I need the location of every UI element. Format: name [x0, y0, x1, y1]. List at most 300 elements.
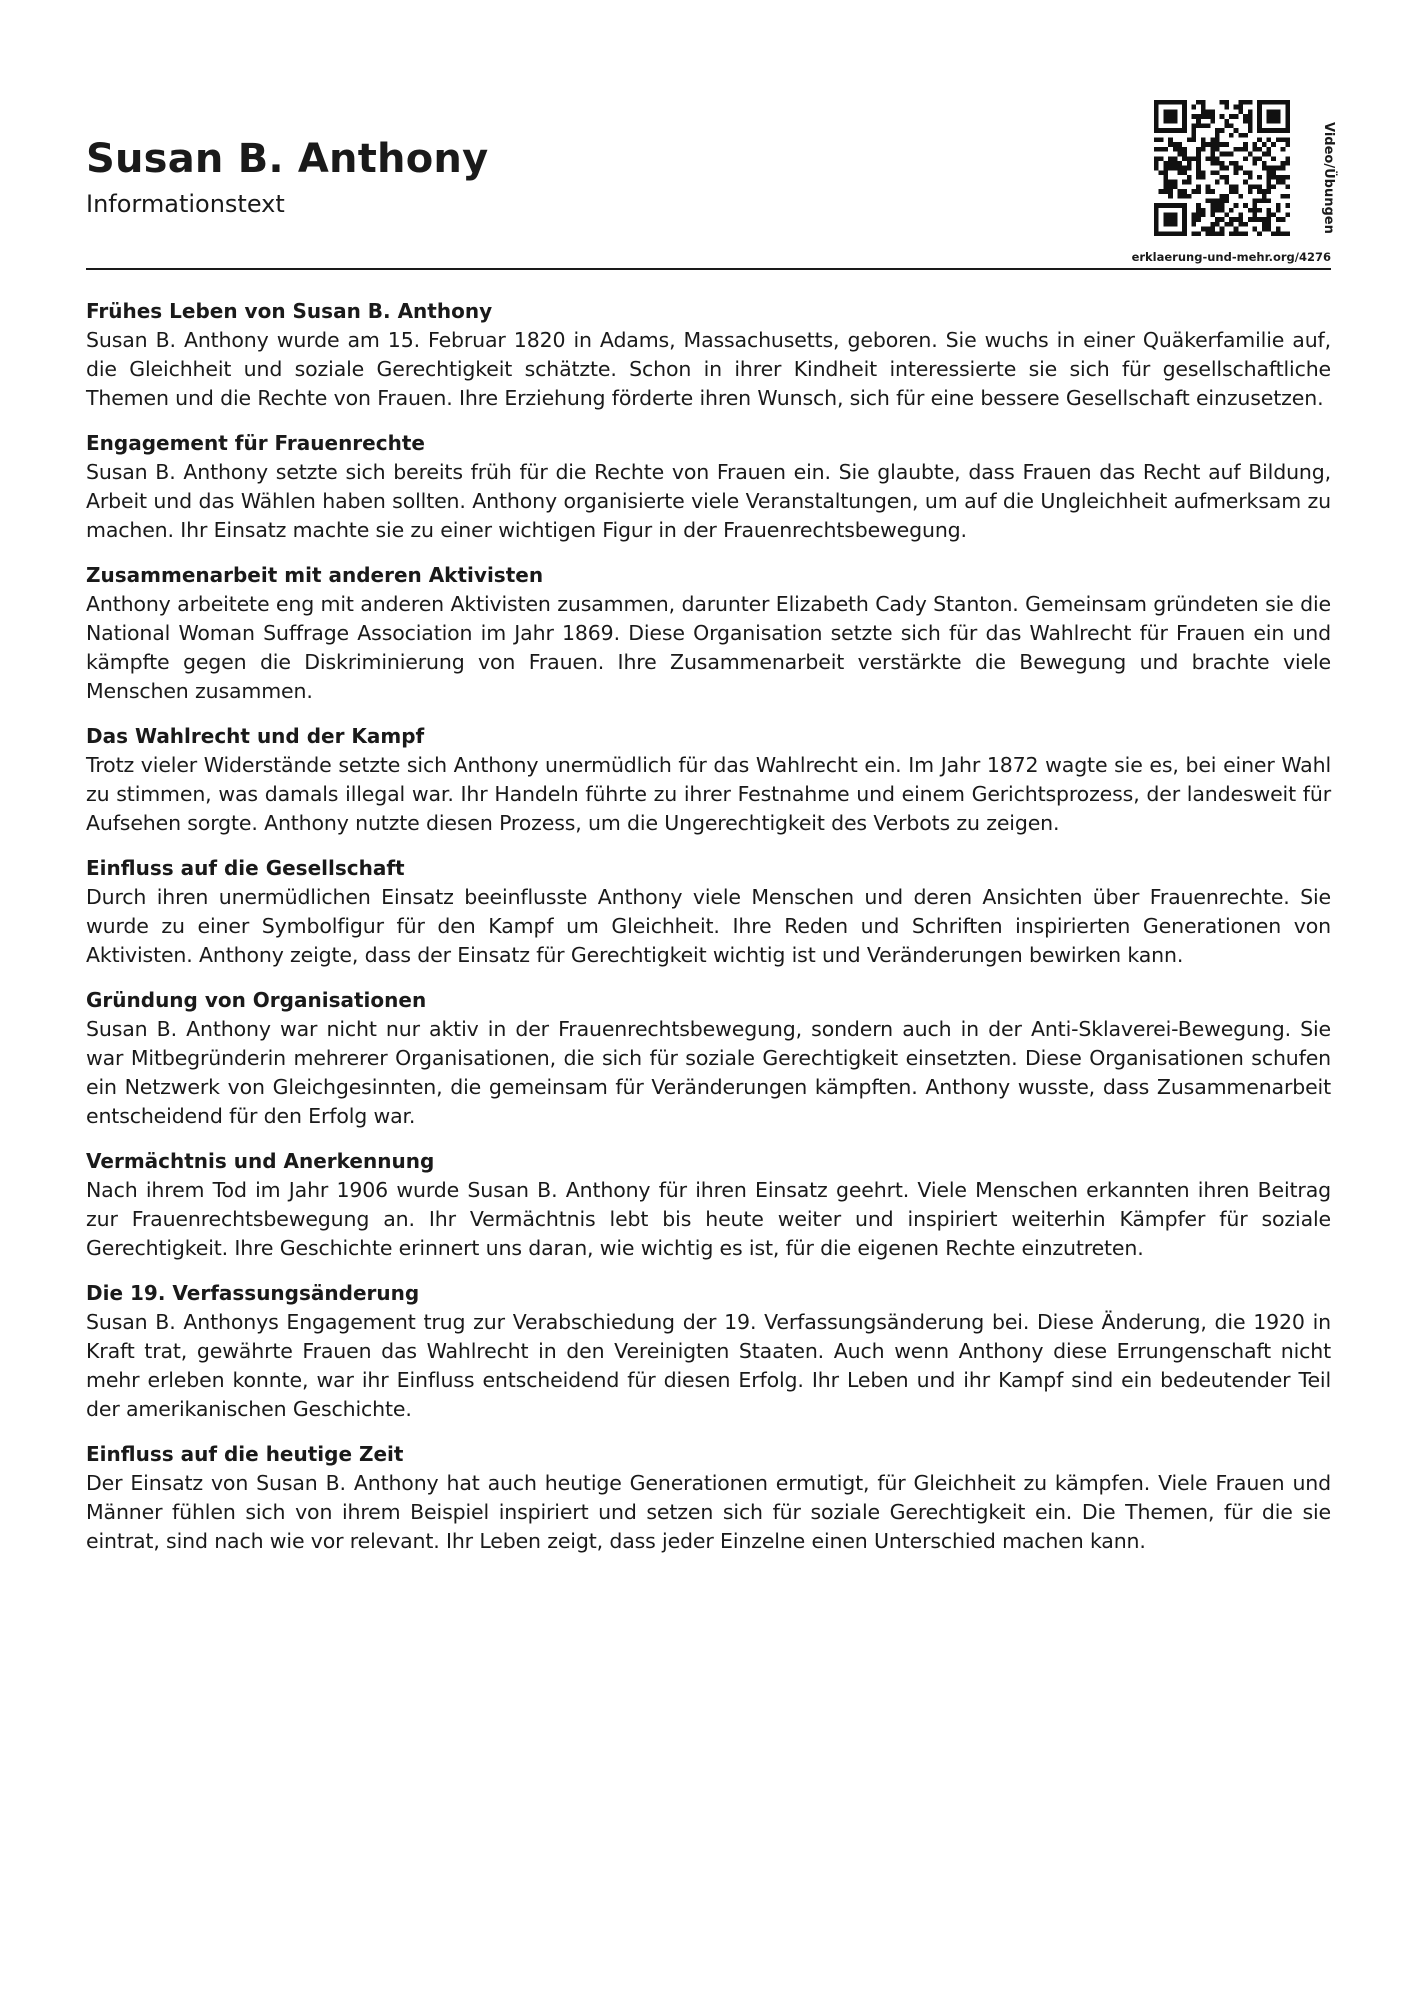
qr-module [1168, 180, 1173, 185]
qr-module [1163, 189, 1168, 194]
section-womens-rights [86, 429, 1331, 545]
qr-module [1252, 213, 1257, 218]
qr-module [1206, 123, 1211, 128]
qr-module [1168, 161, 1173, 166]
qr-module [1248, 123, 1253, 128]
qr-module [1163, 114, 1168, 119]
qr-module [1163, 222, 1168, 227]
qr-module [1257, 198, 1262, 203]
qr-module [1187, 156, 1192, 161]
qr-module [1196, 203, 1201, 208]
qr-module [1215, 198, 1220, 203]
qr-module [1276, 180, 1281, 185]
source-url[interactable]: erklaerung-und-mehr.org/4276 [1131, 250, 1331, 264]
qr-module [1224, 166, 1229, 171]
qr-module [1215, 161, 1220, 166]
qr-module [1271, 100, 1276, 105]
qr-module [1281, 180, 1286, 185]
qr-module [1262, 161, 1267, 166]
qr-module [1285, 213, 1290, 218]
qr-module [1196, 156, 1201, 161]
qr-module [1224, 105, 1229, 110]
qr-module [1248, 152, 1253, 157]
qr-module [1267, 114, 1272, 119]
qr-module [1220, 128, 1225, 133]
qr-module [1248, 170, 1253, 175]
qr-module [1257, 138, 1262, 143]
qr-module [1154, 156, 1159, 161]
qr-module [1163, 231, 1168, 236]
qr-module [1220, 227, 1225, 232]
qr-module [1168, 194, 1173, 199]
qr-module [1206, 114, 1211, 119]
qr-module [1206, 109, 1211, 114]
qr-module [1196, 170, 1201, 175]
qr-module [1281, 138, 1286, 143]
qr-module [1267, 100, 1272, 105]
qr-module [1285, 184, 1290, 189]
qr-module [1281, 231, 1286, 236]
qr-module [1285, 109, 1290, 114]
qr-module [1196, 231, 1201, 236]
qr-module [1224, 152, 1229, 157]
qr-module [1168, 203, 1173, 208]
qr-module [1234, 189, 1239, 194]
qr-module [1224, 100, 1229, 105]
qr-module [1182, 114, 1187, 119]
qr-module [1182, 170, 1187, 175]
qr-module [1238, 100, 1243, 105]
qr-module [1224, 180, 1229, 185]
qr-module [1192, 213, 1197, 218]
qr-module [1182, 194, 1187, 199]
qr-module [1271, 175, 1276, 180]
qr-module [1196, 217, 1201, 222]
qr-module [1252, 184, 1257, 189]
section-heading: Einfluss auf die Gesellschaft [86, 856, 405, 880]
qr-module [1267, 152, 1272, 157]
qr-module [1229, 152, 1234, 157]
qr-module [1224, 194, 1229, 199]
qr-module [1196, 119, 1201, 124]
qr-module [1243, 156, 1248, 161]
qr-module [1285, 194, 1290, 199]
section-heading: Frühes Leben von Susan B. Anthony [86, 299, 493, 323]
qr-module [1257, 147, 1262, 152]
qr-module [1220, 100, 1225, 105]
qr-module [1215, 180, 1220, 185]
qr-module [1215, 133, 1220, 138]
qr-module [1271, 128, 1276, 133]
qr-module [1252, 161, 1257, 166]
qr-module [1201, 147, 1206, 152]
qr-module [1285, 138, 1290, 143]
qr-module [1182, 231, 1187, 236]
qr-module [1262, 152, 1267, 157]
section-suffrage [86, 722, 1331, 838]
qr-module [1281, 147, 1286, 152]
qr-module [1192, 114, 1197, 119]
qr-module [1173, 184, 1178, 189]
qr-module [1177, 147, 1182, 152]
qr-module [1173, 180, 1178, 185]
qr-module [1206, 184, 1211, 189]
qr-module [1220, 231, 1225, 236]
qr-module [1220, 152, 1225, 157]
qr-module [1159, 147, 1164, 152]
qr-module [1257, 208, 1262, 213]
qr-module [1182, 166, 1187, 171]
qr-module [1257, 231, 1262, 236]
qr-module [1252, 217, 1257, 222]
qr-module [1201, 213, 1206, 218]
qr-module [1262, 198, 1267, 203]
qr-module [1154, 119, 1159, 124]
qr-module [1163, 147, 1168, 152]
qr-code[interactable] [1154, 100, 1290, 236]
qr-module [1262, 222, 1267, 227]
qr-module [1262, 189, 1267, 194]
qr-module [1168, 166, 1173, 171]
qr-module [1262, 166, 1267, 171]
qr-module [1177, 152, 1182, 157]
qr-module [1234, 105, 1239, 110]
qr-module [1257, 175, 1262, 180]
qr-module [1154, 222, 1159, 227]
qr-module [1168, 184, 1173, 189]
qr-module [1206, 198, 1211, 203]
qr-module [1182, 105, 1187, 110]
qr-module [1192, 222, 1197, 227]
qr-module [1243, 231, 1248, 236]
qr-module [1173, 161, 1178, 166]
qr-module [1267, 222, 1272, 227]
section-text: Susan B. Anthony wurde am 15. Februar 1820 in Adams, Massachusetts, geboren. Sie wuchs in einer Quäkerfamilie auf, die Gleichheit und soziale Gerechtigkeit schätzte. Schon in ihrer Kindheit interessierte sie sich für gesellschaftliche Themen und die Rechte von Frauen. Ihre Erziehung förderte ihren Wunsch, sich für eine bessere Gesellschaft einzusetzen. [86, 328, 1331, 410]
qr-module [1163, 175, 1168, 180]
qr-module [1154, 231, 1159, 236]
section-heading: Einfluss auf die heutige Zeit [86, 1442, 404, 1466]
qr-module [1276, 138, 1281, 143]
qr-module [1210, 156, 1215, 161]
qr-module [1177, 161, 1182, 166]
qr-module [1215, 147, 1220, 152]
qr-module [1173, 142, 1178, 147]
qr-module [1215, 203, 1220, 208]
qr-module [1238, 166, 1243, 171]
qr-module [1173, 128, 1178, 133]
qr-module [1285, 114, 1290, 119]
qr-module [1271, 114, 1276, 119]
qr-module [1248, 175, 1253, 180]
qr-module [1182, 119, 1187, 124]
qr-module [1206, 189, 1211, 194]
qr-module [1257, 114, 1262, 119]
qr-module [1196, 213, 1201, 218]
qr-module [1163, 109, 1168, 114]
section-text: Der Einsatz von Susan B. Anthony hat auch heutige Generationen ermutigt, für Gleichheit zu kämpfen. Viele Frauen und Männer fühlen sich von ihrem Beispiel inspiriert und setzen sich für soziale Gerechtigkeit ein. Die Themen, für die sie eintrat, sind nach wie vor relevant. Ihr Leben zeigt, dass jeder Einzelne einen Unterschied machen kann. [86, 1471, 1331, 1553]
qr-module [1154, 128, 1159, 133]
qr-module [1267, 138, 1272, 143]
qr-module [1224, 175, 1229, 180]
qr-module [1182, 180, 1187, 185]
qr-module [1154, 105, 1159, 110]
qr-module [1281, 175, 1286, 180]
qr-module [1234, 170, 1239, 175]
qr-module [1168, 142, 1173, 147]
qr-module [1215, 208, 1220, 213]
qr-module [1262, 227, 1267, 232]
qr-module [1220, 175, 1225, 180]
qr-module [1177, 166, 1182, 171]
qr-module [1248, 100, 1253, 105]
qr-module [1276, 231, 1281, 236]
qr-module [1192, 133, 1197, 138]
qr-module [1173, 217, 1178, 222]
qr-module [1168, 213, 1173, 218]
qr-module [1154, 208, 1159, 213]
qr-module [1281, 128, 1286, 133]
qr-module [1257, 156, 1262, 161]
qr-module [1234, 161, 1239, 166]
qr-module [1262, 142, 1267, 147]
qr-module [1234, 166, 1239, 171]
qr-module [1267, 217, 1272, 222]
qr-module [1229, 123, 1234, 128]
qr-module [1220, 217, 1225, 222]
qr-module [1234, 128, 1239, 133]
qr-module [1252, 142, 1257, 147]
qr-module [1201, 105, 1206, 110]
qr-module [1220, 203, 1225, 208]
qr-code-image [1154, 100, 1290, 236]
qr-module [1187, 166, 1192, 171]
qr-module [1196, 123, 1201, 128]
qr-module [1182, 100, 1187, 105]
qr-module [1159, 231, 1164, 236]
qr-module [1243, 222, 1248, 227]
qr-module [1238, 109, 1243, 114]
qr-module [1257, 100, 1262, 105]
qr-module [1257, 189, 1262, 194]
qr-module [1210, 222, 1215, 227]
qr-module [1210, 161, 1215, 166]
qr-module [1248, 184, 1253, 189]
qr-module [1187, 194, 1192, 199]
qr-module [1163, 119, 1168, 124]
qr-module [1267, 170, 1272, 175]
qr-module [1215, 138, 1220, 143]
qr-module [1215, 170, 1220, 175]
qr-module [1220, 161, 1225, 166]
qr-module [1182, 189, 1187, 194]
qr-module [1276, 119, 1281, 124]
qr-module [1168, 231, 1173, 236]
qr-module [1267, 119, 1272, 124]
qr-module [1238, 194, 1243, 199]
qr-module [1201, 138, 1206, 143]
qr-module [1196, 161, 1201, 166]
header-divider [86, 268, 1331, 270]
qr-module [1248, 128, 1253, 133]
qr-module [1243, 133, 1248, 138]
qr-module [1177, 189, 1182, 194]
qr-module [1271, 170, 1276, 175]
qr-module [1267, 166, 1272, 171]
qr-module [1276, 227, 1281, 232]
qr-module [1276, 109, 1281, 114]
qr-module [1234, 203, 1239, 208]
qr-module [1182, 152, 1187, 157]
qr-module [1159, 100, 1164, 105]
qr-module [1210, 152, 1215, 157]
section-early-life [86, 297, 1331, 413]
qr-module [1201, 142, 1206, 147]
qr-module [1215, 156, 1220, 161]
qr-module [1224, 198, 1229, 203]
qr-module [1187, 161, 1192, 166]
qr-module [1168, 217, 1173, 222]
qr-module [1248, 114, 1253, 119]
qr-module [1168, 222, 1173, 227]
section-heading: Zusammenarbeit mit anderen Aktivisten [86, 563, 544, 587]
qr-module [1248, 208, 1253, 213]
qr-module [1177, 100, 1182, 105]
qr-module [1271, 231, 1276, 236]
qr-module [1238, 213, 1243, 218]
qr-module [1271, 142, 1276, 147]
qr-module [1201, 170, 1206, 175]
qr-module [1182, 109, 1187, 114]
qr-module [1234, 231, 1239, 236]
qr-module [1271, 213, 1276, 218]
qr-module [1243, 180, 1248, 185]
qr-module [1159, 170, 1164, 175]
qr-module [1192, 128, 1197, 133]
qr-module [1182, 213, 1187, 218]
qr-module [1159, 128, 1164, 133]
section-text: Susan B. Anthony war nicht nur aktiv in der Frauenrechtsbewegung, sondern auch in der Anti-Sklaverei-Bewegung. Sie war Mitbegründerin mehrerer Organisationen, die sich für soziale Gerechtigkeit einsetzten. Diese Organisationen schufen ein Netzwerk von Gleichgesinnten, die gemeinsam für Veränderungen kämpften. Anthony wusste, dass Zusammenarbeit entscheidend für den Erfolg war. [86, 1017, 1331, 1128]
qr-module [1210, 147, 1215, 152]
qr-module [1229, 231, 1234, 236]
section-text: Susan B. Anthony setzte sich bereits früh für die Rechte von Frauen ein. Sie glaubte, dass Frauen das Recht auf Bildung, Arbeit und das Wählen haben sollten. Anthony organisierte viele Veranstaltungen, um auf die Ungleichheit aufmerksam zu machen. Ihr Einsatz machte sie zu einer wichtigen Figur in der Frauenrechtsbewegung. [86, 460, 1331, 542]
qr-module [1229, 133, 1234, 138]
section-legacy [86, 1147, 1331, 1263]
qr-module [1177, 128, 1182, 133]
qr-module [1196, 147, 1201, 152]
qr-module [1262, 217, 1267, 222]
qr-module [1215, 128, 1220, 133]
qr-module [1220, 142, 1225, 147]
qr-module [1234, 227, 1239, 232]
qr-module [1163, 128, 1168, 133]
qr-module [1201, 227, 1206, 232]
qr-module [1248, 109, 1253, 114]
qr-module [1238, 217, 1243, 222]
qr-module [1267, 198, 1272, 203]
qr-module [1196, 184, 1201, 189]
qr-module [1173, 213, 1178, 218]
qr-module [1243, 147, 1248, 152]
qr-module [1187, 180, 1192, 185]
qr-module [1220, 114, 1225, 119]
qr-module [1243, 203, 1248, 208]
section-text: Anthony arbeitete eng mit anderen Aktivisten zusammen, darunter Elizabeth Cady Stanton. Gemeinsam gründeten sie die National Woman Suffrage Association im Jahr 1869. Diese Organisation setzte sich für das Wahlrecht für Frauen ein und kämpfte gegen die Diskriminierung von Frauen. Ihre Zusammenarbeit verstärkte die Bewegung und brachte viele Menschen zusammen. [86, 592, 1331, 703]
qr-module [1257, 109, 1262, 114]
qr-module [1210, 198, 1215, 203]
qr-module [1206, 231, 1211, 236]
qr-module [1192, 189, 1197, 194]
qr-module [1243, 100, 1248, 105]
qr-module [1285, 142, 1290, 147]
qr-module [1238, 231, 1243, 236]
qr-module [1154, 217, 1159, 222]
qr-module [1210, 138, 1215, 143]
section-influence-society [86, 854, 1331, 970]
qr-module [1206, 156, 1211, 161]
qr-module [1229, 114, 1234, 119]
qr-module [1154, 138, 1159, 143]
qr-module [1210, 142, 1215, 147]
qr-module [1196, 175, 1201, 180]
qr-module [1173, 156, 1178, 161]
section-text: Susan B. Anthonys Engagement trug zur Verabschiedung der 19. Verfassungsänderung bei. Diese Änderung, die 1920 in Kraft trat, gewährte Frauen das Wahlrecht in den Vereinigten Staaten. Auch wenn Anthony diese Errungenschaft nicht mehr erleben konnte, war ihr Einfluss entscheidend für diesen Erfolg. Ihr Leben und ihr Kampf sind ein bedeutender Teil der amerikanischen Geschichte. [86, 1310, 1331, 1421]
qr-module [1238, 105, 1243, 110]
qr-module [1182, 222, 1187, 227]
qr-module [1276, 203, 1281, 208]
qr-module [1187, 175, 1192, 180]
qr-module [1168, 109, 1173, 114]
qr-module [1257, 128, 1262, 133]
qr-module [1262, 194, 1267, 199]
qr-module [1267, 208, 1272, 213]
qr-module [1252, 208, 1257, 213]
qr-module [1276, 175, 1281, 180]
qr-module [1173, 203, 1178, 208]
section-collaboration [86, 561, 1331, 706]
qr-module [1220, 198, 1225, 203]
qr-module [1252, 156, 1257, 161]
qr-module [1168, 189, 1173, 194]
qr-module [1163, 170, 1168, 175]
qr-module [1210, 203, 1215, 208]
qr-module [1281, 100, 1286, 105]
qr-module [1234, 217, 1239, 222]
section-today [86, 1440, 1331, 1556]
qr-module [1285, 161, 1290, 166]
qr-module [1210, 114, 1215, 119]
qr-module [1210, 208, 1215, 213]
qr-module [1154, 109, 1159, 114]
qr-module [1168, 138, 1173, 143]
qr-module [1177, 194, 1182, 199]
qr-module [1201, 123, 1206, 128]
qr-module [1262, 128, 1267, 133]
qr-module [1163, 184, 1168, 189]
qr-module [1163, 217, 1168, 222]
qr-module [1252, 147, 1257, 152]
qr-module [1252, 203, 1257, 208]
qr-module [1267, 227, 1272, 232]
qr-module [1168, 119, 1173, 124]
qr-module [1257, 105, 1262, 110]
qr-module [1177, 170, 1182, 175]
qr-module [1159, 203, 1164, 208]
qr-module [1276, 166, 1281, 171]
qr-module [1267, 213, 1272, 218]
qr-module [1168, 114, 1173, 119]
qr-module [1224, 119, 1229, 124]
qr-module [1154, 147, 1159, 152]
